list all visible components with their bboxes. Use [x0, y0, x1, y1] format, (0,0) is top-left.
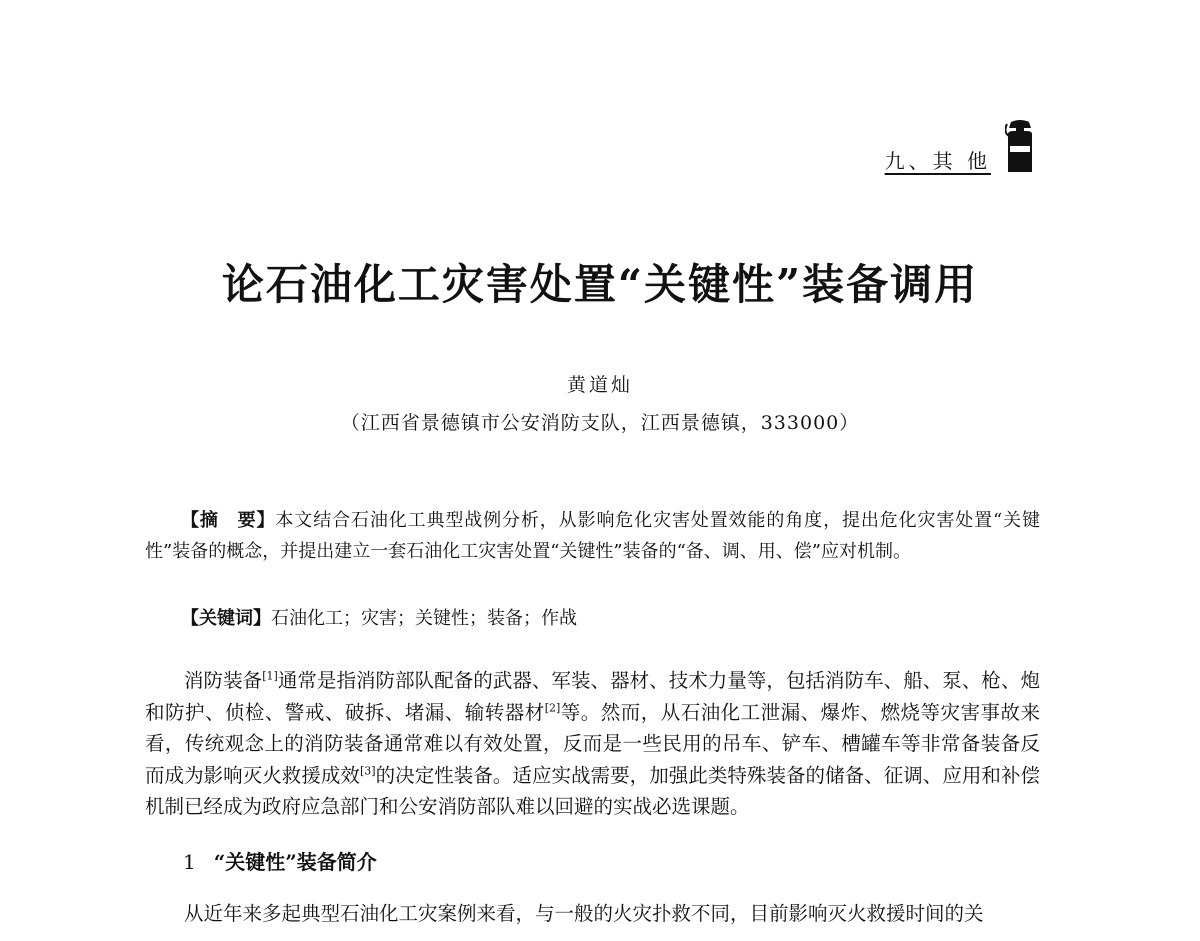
- keywords: [145, 603, 1040, 634]
- abstract-text: 本文结合石油化工典型战例分析，从影响危化灾害处置效能的角度，提出危化灾害处置“关键性”装备的概念，并提出建立一套石油化工灾害处置“关键性”装备的“备、调、用、偿”应对机制。: [145, 510, 1040, 562]
- paper-title: 论石油化工灾害处置“关键性”装备调用: [221, 260, 979, 309]
- paragraph1-part3: 等。然而，从石油化工泄漏、爆炸、燃烧等灾害事故来看，传统观念上的消防装备通常难以有效处置，反而是一些民用的吊车、铲车、槽罐车等非常备装备反而成为影响灭火救援成效: [145, 700, 1040, 787]
- fire-extinguisher-icon: [1005, 118, 1035, 174]
- section-label: 九、其 他: [884, 149, 991, 173]
- section-title: “关键性”装备简介: [213, 850, 377, 874]
- abstract-label: 【摘 要】: [181, 510, 276, 531]
- paragraph1-part1: 消防装备: [184, 669, 263, 692]
- author-name: 黄道灿: [566, 374, 633, 396]
- keywords-text: 石油化工；灾害；关键性；装备；作战: [271, 608, 577, 629]
- paragraph1-part4: 的决定性装备。适应实战需要，加强此类特殊装备的储备、征调、应用和补偿机制已经成为政府应急部门和公安消防部队难以回避的实战必选课题。: [145, 763, 1040, 818]
- citation-ref-2: [2]: [544, 701, 561, 714]
- paragraph2-text: 从近年来多起典型石油化工灾案例来看，与一般的火灾扑救不同，目前影响灭火救援时间的关: [184, 902, 984, 925]
- author-affiliation: （江西省景德镇市公安消防支队，江西景德镇，333000）: [340, 412, 860, 434]
- running-header: [885, 118, 1035, 174]
- keywords-label: 【关键词】: [181, 608, 271, 629]
- section-number: 1: [183, 850, 196, 874]
- citation-ref-3: [3]: [359, 764, 376, 777]
- body-paragraph-2: [145, 898, 1040, 941]
- paragraph1-part2: 通常是指消防部队配备的武器、军装、器材、技术力量等，包括消防车、船、泵、枪、炮和防护、侦检、警戒、破拆、堵漏、输转器材: [145, 669, 1040, 724]
- citation-ref-1: [1]: [262, 669, 278, 683]
- section-heading-1: [183, 846, 377, 875]
- body-paragraph-1: [145, 665, 1040, 823]
- abstract: [145, 505, 1040, 567]
